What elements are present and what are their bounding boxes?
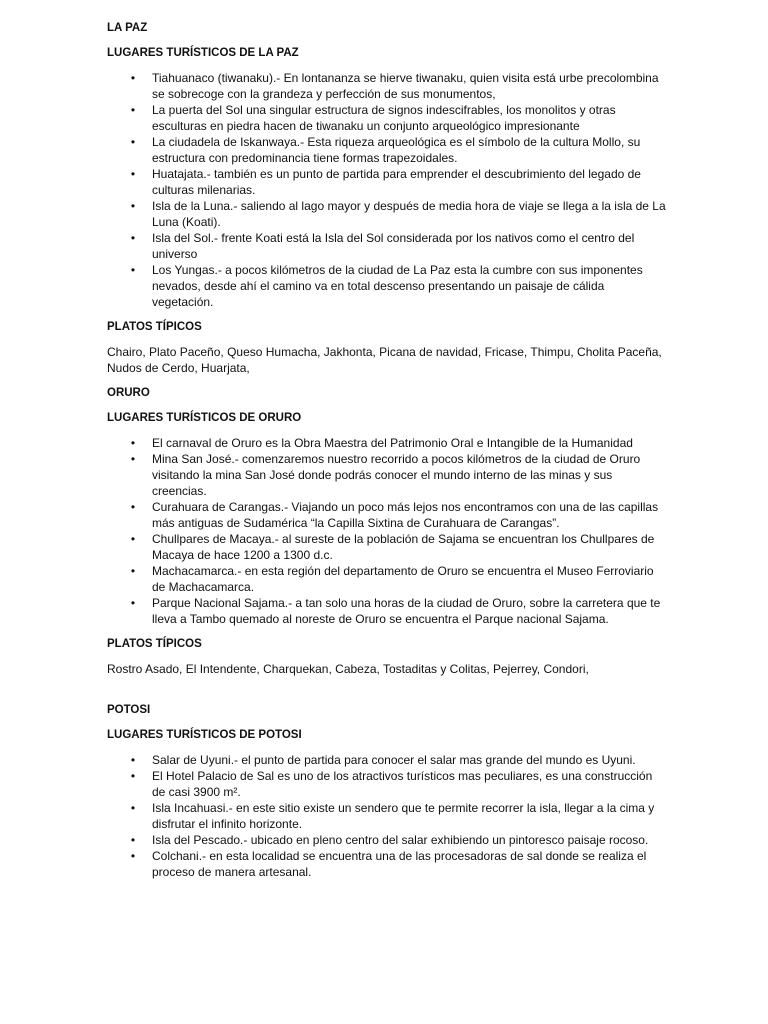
list-item <box>107 451 667 499</box>
list-item <box>107 198 667 230</box>
list-item <box>107 230 667 262</box>
list-item-text: Parque Nacional Sajama.- a tan solo una horas de la ciudad de Oruro, sobre la carretera que te lleva a Tambo quemado al noreste de Oruro se encuentra el Parque nacional Sajama. <box>152 596 661 626</box>
list-item-text: El Hotel Palacio de Sal es uno de los atractivos turísticos mas peculiares, es una construcción de casi 3900 m². <box>152 769 653 799</box>
bullet-icon: • <box>130 263 136 277</box>
bullet-icon: • <box>130 103 136 117</box>
list-item-text: Los Yungas.- a pocos kilómetros de la ciudad de La Paz esta la cumbre con sus imponentes nevados, desde ahí el camino va en total descenso presentando un paisaje de cálida vegetación. <box>152 263 643 309</box>
document-content <box>107 20 667 880</box>
places-heading-la-paz: LUGARES TURÍSTICOS DE LA PAZ <box>107 47 299 59</box>
bullet-icon: • <box>130 849 136 863</box>
list-item <box>107 166 667 198</box>
list-item <box>107 531 667 563</box>
list-item <box>107 752 667 768</box>
bullet-icon: • <box>130 532 136 546</box>
list-item <box>107 134 667 166</box>
bullet-icon: • <box>130 500 136 514</box>
list-item <box>107 848 667 880</box>
dishes-heading-oruro: PLATOS TÍPICOS <box>107 638 202 650</box>
bullet-icon: • <box>130 231 136 245</box>
section-title-oruro: ORURO <box>107 387 150 399</box>
bullet-icon: • <box>130 135 136 149</box>
bullet-icon: • <box>130 71 136 85</box>
list-item-text: Curahuara de Carangas.- Viajando un poco más lejos nos encontramos con una de las capillas más antiguas de Sudamérica “la Capilla Sixtina de Curahuara de Carangas”. <box>152 500 659 530</box>
bullet-icon: • <box>130 833 136 847</box>
list-item-text: Isla Incahuasi.- en este sitio existe un sendero que te permite recorrer la isla, llegar a la cima y disfrutar el infinito horizonte. <box>152 801 655 831</box>
list-item <box>107 563 667 595</box>
bullet-icon: • <box>130 801 136 815</box>
list-item-text: Tiahuanaco (tiwanaku).- En lontananza se hierve tiwanaku, quien visita está urbe precolombina se sobrecoge con la grandeza y perfección de sus monumentos, <box>152 71 659 101</box>
list-item <box>107 102 667 134</box>
list-item <box>107 768 667 800</box>
bullet-icon: • <box>130 753 136 767</box>
list-item-text: Salar de Uyuni.- el punto de partida para conocer el salar mas grande del mundo es Uyuni. <box>152 753 636 767</box>
bullet-icon: • <box>130 167 136 181</box>
bullet-icon: • <box>130 436 136 450</box>
bullet-icon: • <box>130 769 136 783</box>
list-item-text: La puerta del Sol una singular estructura de signos indescifrables, los monolitos y otras esculturas en piedra hacen de tiwanaku un conjunto arqueológico impresionante <box>152 103 616 133</box>
list-item <box>107 262 667 310</box>
bullet-icon: • <box>130 199 136 213</box>
section-title-potosi: POTOSI <box>107 704 151 716</box>
places-heading-potosi: LUGARES TURÍSTICOS DE POTOSI <box>107 729 302 741</box>
list-item-text: Chullpares de Macaya.- al sureste de la población de Sajama se encuentran los Chullpares de Macaya de hace 1200 a 1300 d.c. <box>152 532 655 562</box>
places-heading-oruro: LUGARES TURÍSTICOS DE ORURO <box>107 412 302 424</box>
section-title-la-paz: LA PAZ <box>107 22 148 34</box>
list-item-text: Machacamarca.- en esta región del departamento de Oruro se encuentra el Museo Ferroviario de Machacamarca. <box>152 564 654 594</box>
dishes-text-la-paz: Chairo, Plato Paceño, Queso Humacha, Jakhonta, Picana de navidad, Fricase, Thimpu, Cholita Paceña, Nudos de Cerdo, Huarjata, <box>107 345 662 375</box>
list-item <box>107 832 667 848</box>
bullet-icon: • <box>130 596 136 610</box>
list-item-text: Isla de la Luna.- saliendo al lago mayor y después de media hora de viaje se llega a la isla de La Luna (Koati). <box>152 199 666 229</box>
bullet-icon: • <box>130 452 136 466</box>
list-item <box>107 800 667 832</box>
list-item <box>107 435 667 451</box>
bullet-icon: • <box>130 564 136 578</box>
list-item-text: La ciudadela de Iskanwaya.- Esta riqueza arqueológica es el símbolo de la cultura Mollo, su estructura con predominancia tiene formas trapezoidales. <box>152 135 641 165</box>
places-list-la-paz <box>107 70 667 310</box>
list-item-text: El carnaval de Oruro es la Obra Maestra del Patrimonio Oral e Intangible de la Humanidad <box>152 436 633 450</box>
dishes-heading-la-paz: PLATOS TÍPICOS <box>107 321 202 333</box>
places-list-oruro <box>107 435 667 627</box>
list-item-text: Isla del Sol.- frente Koati está la Isla del Sol considerada por los nativos como el centro del universo <box>152 231 635 261</box>
list-item-text: Mina San José.- comenzaremos nuestro recorrido a pocos kilómetros de la ciudad de Oruro visitando la mina San José donde podrás conocer el mundo interno de las minas y sus creencias. <box>152 452 641 498</box>
list-item-text: Isla del Pescado.- ubicado en pleno centro del salar exhibiendo un pintoresco paisaje rocoso. <box>152 833 649 847</box>
dishes-text-oruro: Rostro Asado, El Intendente, Charquekan, Cabeza, Tostaditas y Colitas, Pejerrey, Condori, <box>107 662 589 676</box>
list-item <box>107 499 667 531</box>
places-list-potosi <box>107 752 667 880</box>
list-item-text: Colchani.- en esta localidad se encuentra una de las procesadoras de sal donde se realiza el proceso de manera artesanal. <box>152 849 647 879</box>
list-item <box>107 70 667 102</box>
list-item <box>107 595 667 627</box>
list-item-text: Huatajata.- también es un punto de partida para emprender el descubrimiento del legado de culturas milenarias. <box>152 167 641 197</box>
